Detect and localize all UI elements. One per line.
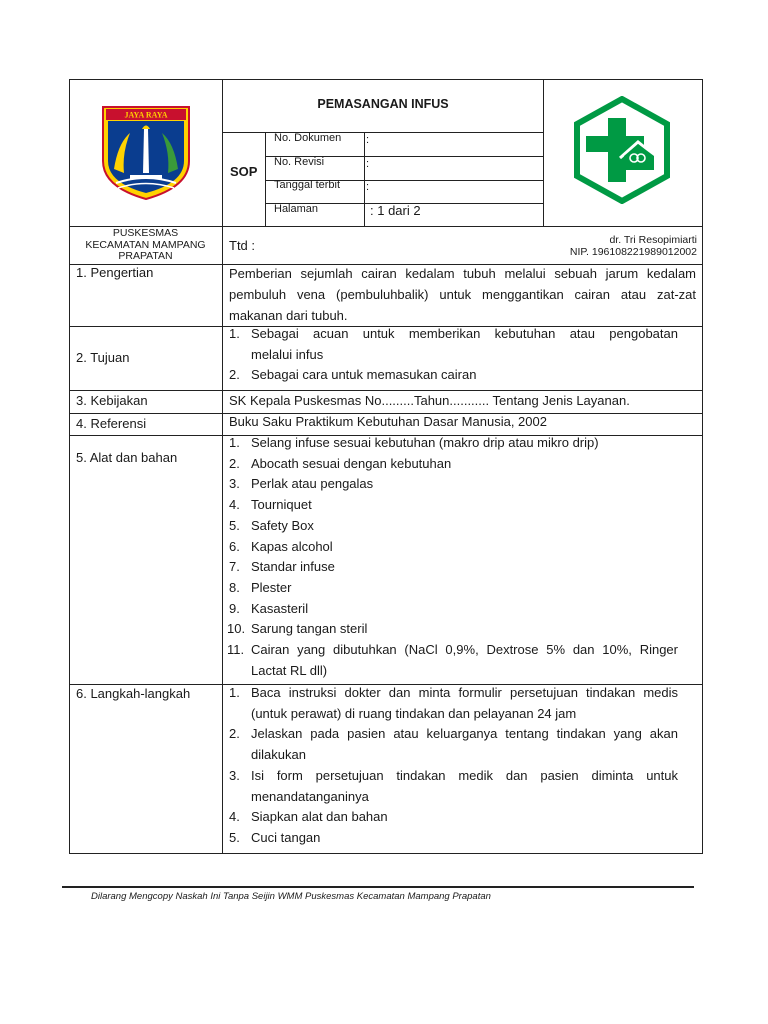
ttd-label: Ttd :: [229, 238, 256, 253]
field-label-no-dokumen: No. Dokumen: [274, 132, 342, 144]
field-label-no-revisi: No. Revisi: [274, 156, 325, 168]
document-title: PEMASANGAN INFUS: [317, 97, 449, 111]
institution-line-3: PRAPATAN: [118, 250, 173, 262]
institution-line-1: PUSKESMAS: [112, 227, 179, 239]
list-item: 11. Cairan yang dibutuhkan (NaCl 0,9%, Dextrose 5% dan 10%, Ringer Lactat RL dll): [227, 642, 678, 678]
field-label-halaman: Halaman: [274, 203, 319, 215]
sop-label: SOP: [230, 164, 258, 179]
list-item: 6. Kapas alcohol: [229, 538, 333, 554]
pengertian-text: [229, 263, 696, 326]
list-item: 3. Isi form persetujuan tindakan medik dan pasien diminta untuk menandatanganinya: [229, 767, 678, 804]
label-langkah: 6. Langkah-langkah: [76, 686, 191, 701]
list-item: 5. Cuci tangan: [229, 829, 321, 845]
list-item: 1. Selang infuse sesuai kebutuhan (makro drip atau mikro drip): [229, 435, 599, 450]
list-item: 10. Sarung tangan steril: [227, 621, 368, 637]
footer-notice: Dilarang Mengcopy Naskah Ini Tanpa Seijin WMM Puskesmas Kecamatan Mampang Prapatan: [91, 891, 491, 902]
list-item: 1. Baca instruksi dokter dan minta formulir persetujuan tindakan medis (untuk perawat) di ruang tindakan dan pelayanan 24 jam: [229, 685, 678, 721]
institution-line-2: KECAMATAN MAMPANG: [85, 238, 206, 251]
label-tujuan: 2. Tujuan: [76, 350, 130, 365]
label-kebijakan: 3. Kebijakan: [76, 393, 148, 408]
pengertian-line-2: pembuluh vena (pembuluhbalik) untuk menggantikan cairan atau zat-zat: [229, 287, 696, 302]
field-value-halaman: : 1 dari 2: [370, 203, 421, 218]
list-item: 2. Jelaskan pada pasien atau keluarganya tentang tindakan yang akan dilakukan: [229, 726, 678, 763]
list-item: 7. Standar infuse: [229, 559, 335, 575]
field-value-no-revisi: :: [366, 158, 370, 170]
list-item: 2. Abocath sesuai dengan kebutuhan: [229, 455, 452, 471]
puskesmas-logo: [568, 96, 676, 204]
label-pengertian: 1. Pengertian: [76, 265, 154, 280]
institution-name: [69, 228, 222, 263]
signer-block: [548, 234, 697, 258]
jakarta-crest-logo: [100, 103, 192, 201]
pengertian-line-1: Pemberian sejumlah cairan kedalam tubuh melalui sebuah jarum kedalam: [229, 266, 696, 281]
field-label-tanggal-terbit: Tanggal terbit: [274, 179, 341, 191]
alat-bahan-list: [223, 433, 678, 681]
field-value-no-dokumen: :: [366, 134, 370, 146]
tujuan-list: [223, 324, 678, 386]
jaya-raya-banner: JAYA RAYA: [124, 110, 168, 120]
signer-nip: NIP. 196108221989012002: [569, 246, 697, 258]
list-item: 5. Safety Box: [229, 517, 314, 533]
list-item: 3. Perlak atau pengalas: [229, 476, 374, 492]
footer-rule: [62, 886, 694, 888]
field-value-tanggal-terbit: :: [366, 181, 370, 193]
list-item: 9. Kasasteril: [229, 600, 309, 616]
kebijakan-text: SK Kepala Puskesmas No.........Tahun........... Tentang Jenis Layanan.: [229, 393, 630, 408]
list-item: 4. Siapkan alat dan bahan: [229, 809, 388, 825]
referensi-text: Buku Saku Praktikum Kebutuhan Dasar Manusia, 2002: [229, 414, 547, 429]
list-item: 8. Plester: [229, 579, 292, 595]
label-referensi: 4. Referensi: [76, 416, 147, 431]
label-alat-bahan: 5. Alat dan bahan: [76, 450, 178, 465]
list-item: 2. Sebagai cara untuk memasukan cairan: [229, 367, 477, 383]
list-item: 4. Tourniquet: [229, 497, 312, 513]
signer-name: dr. Tri Resopimiarti: [609, 234, 697, 246]
pengertian-line-3: makanan dari tubuh.: [229, 308, 348, 323]
list-item: 1. Sebagai acuan untuk memberikan kebutuhan atau pengobatan melalui infus: [229, 326, 678, 362]
langkah-list: [223, 683, 678, 849]
